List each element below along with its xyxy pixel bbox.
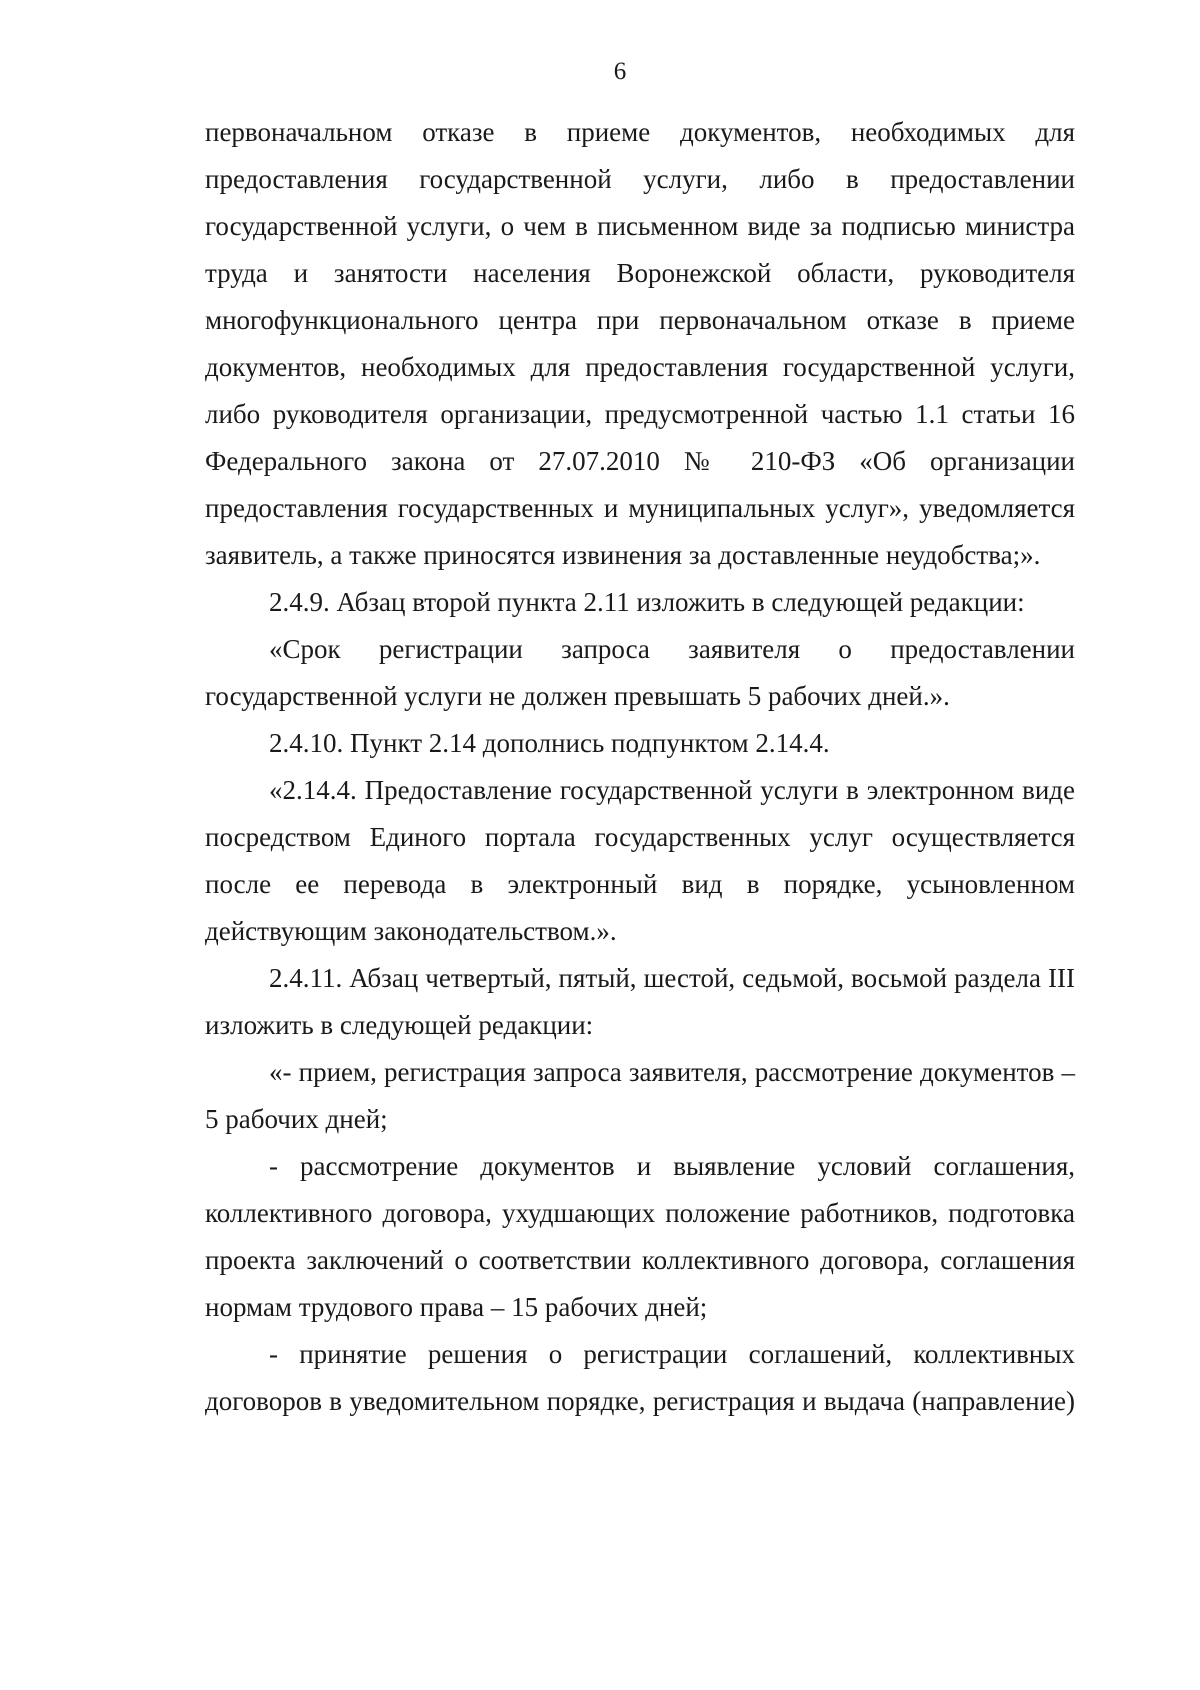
paragraph-quote-registration-term: «Срок регистрации запроса заявителя о предоставлении государственной услуги не должен превышать 5 рабочих дней.». bbox=[205, 634, 1075, 711]
paragraph-item-2-4-11: 2.4.11. Абзац четвертый, пятый, шестой, седьмой, восьмой раздела III изложить в следующей редакции: bbox=[205, 963, 1075, 1040]
paragraph-list-item-reception: «- прием, регистрация запроса заявителя, рассмотрение документов – 5 рабочих дней; bbox=[205, 1057, 1075, 1134]
paragraph-item-2-4-10: 2.4.10. Пункт 2.14 дополнись подпунктом 2.14.4. bbox=[269, 728, 830, 758]
paragraph-list-item-decision: - принятие решения о регистрации соглашений, коллективных договоров в уведомительном порядке, регистрация и выдача (направление) bbox=[205, 1339, 1075, 1416]
paragraph-list-item-review: - рассмотрение документов и выявление условий соглашения, коллективного договора, ухудшающих положение работников, подготовка проекта заключений о соответствии коллективного договора, соглашения нормам трудового права – 15 рабочих дней; bbox=[205, 1151, 1075, 1322]
document-body bbox=[205, 109, 1075, 1425]
paragraph-continuation: первоначальном отказе в приеме документов, необходимых для предоставления государственной услуги, либо в предоставлении государственной услуги, о чем в письменном виде за подписью министра труда и занятости населения Воронежской области, руководителя многофункционального центра при первоначальном отказе в приеме документов, необходимых для предоставления государственной услуги, либо руководителя организации, предусмотренной частью 1.1 статьи 16 Федерального закона от 27.07.2010 № 210-ФЗ «Об организации предоставления государственных и муниципальных услуг», уведомляется заявитель, а также приносятся извинения за доставленные неудобства;». bbox=[205, 117, 1075, 570]
paragraph-item-2-4-9: 2.4.9. Абзац второй пункта 2.11 изложить в следующей редакции: bbox=[269, 587, 1025, 617]
paragraph-quote-2-14-4: «2.14.4. Предоставление государственной услуги в электронном виде посредством Единого портала государственных услуг осуществляется после ее перевода в электронный вид в порядке, усыновленном действующим законодательством.». bbox=[205, 775, 1075, 946]
page-number: 6 bbox=[613, 58, 627, 85]
